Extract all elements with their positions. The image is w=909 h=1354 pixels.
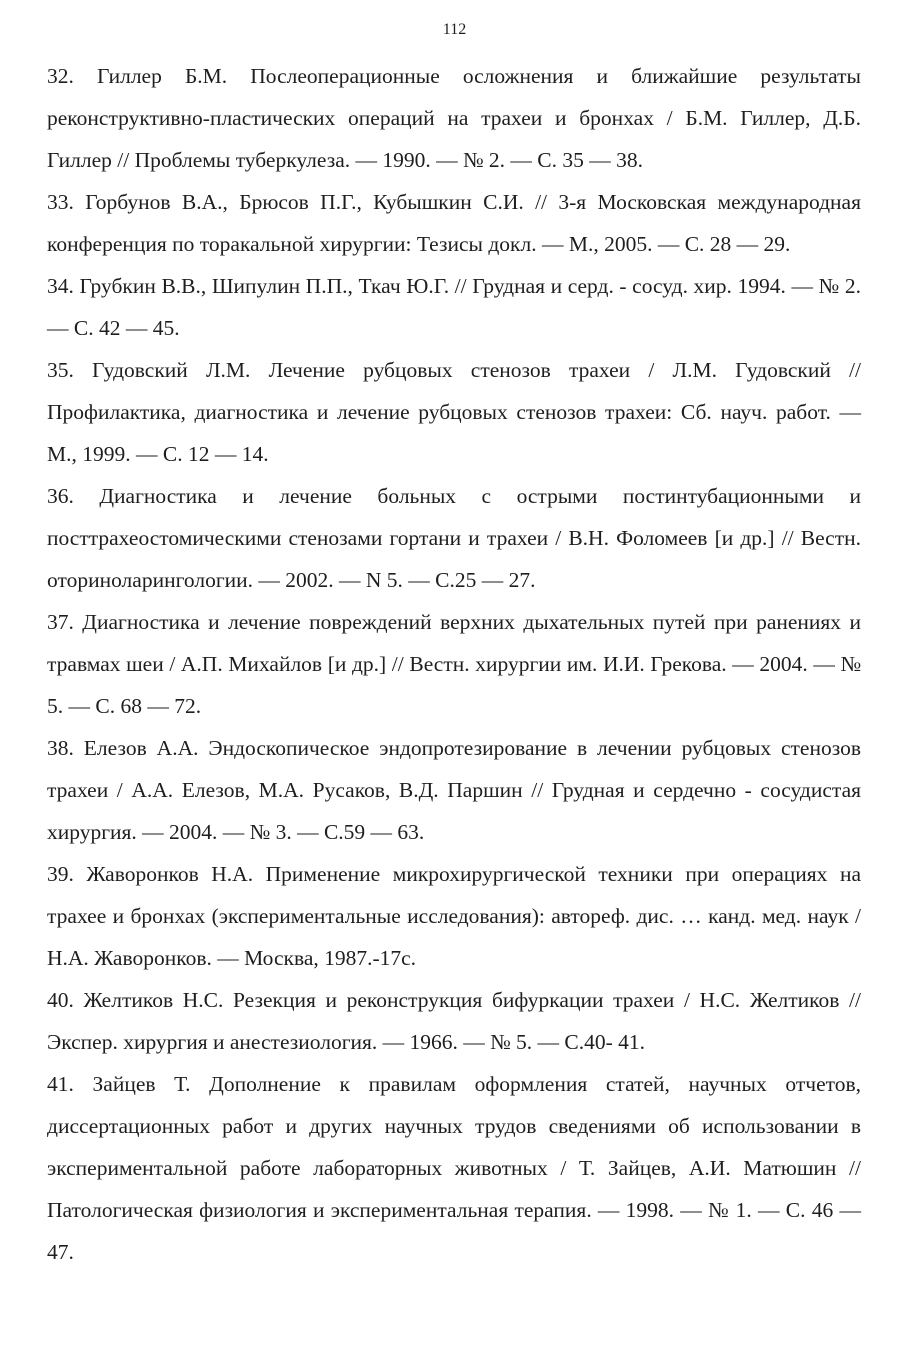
reference-item-35: 35. Гудовский Л.М. Лечение рубцовых стенозов трахеи / Л.М. Гудовский // Профилактика, диагностика и лечение рубцовых стенозов трахеи: Сб. науч. работ. — М., 1999. — С. 12 — 14. — [47, 358, 861, 466]
reference-item-40: 40. Желтиков Н.С. Резекция и реконструкция бифуркации трахеи / Н.С. Желтиков // Экспер. хирургия и анестезиология. — 1966. — № 5. — С.40- 41. — [47, 988, 861, 1054]
reference-item-41: 41. Зайцев Т. Дополнение к правилам оформления статей, научных отчетов, диссертационных работ и других научных трудов сведениями об использовании в экспериментальной работе лабораторных животных / Т. Зайцев, А.И. Матюшин // Патологическая физиология и экспериментальная терапия. — 1998. — № 1. — С. 46 — 47. — [47, 1072, 861, 1264]
reference-list — [47, 55, 861, 1273]
page-number: 112 — [442, 21, 467, 38]
reference-item-37: 37. Диагностика и лечение повреждений верхних дыхательных путей при ранениях и травмах шеи / А.П. Михайлов [и др.] // Вестн. хирургии им. И.И. Грекова. — 2004. — № 5. — С. 68 — 72. — [47, 610, 861, 718]
reference-item-33: 33. Горбунов В.А., Брюсов П.Г., Кубышкин С.И. // 3-я Московская международная конференция по торакальной хирургии: Тезисы докл. — М., 2005. — С. 28 — 29. — [47, 190, 861, 256]
reference-item-32: 32. Гиллер Б.М. Послеоперационные осложнения и ближайшие результаты реконструктивно-пластических операций на трахеи и бронхах / Б.М. Гиллер, Д.Б. Гиллер // Проблемы туберкулеза. — 1990. — № 2. — С. 35 — 38. — [47, 64, 861, 172]
reference-item-38: 38. Елезов А.А. Эндоскопическое эндопротезирование в лечении рубцовых стенозов трахеи / А.А. Елезов, М.А. Русаков, В.Д. Паршин // Грудная и сердечно - сосудистая хирургия. — 2004. — № 3. — С.59 — 63. — [47, 736, 861, 844]
reference-item-34: 34. Грубкин В.В., Шипулин П.П., Ткач Ю.Г. // Грудная и серд. - сосуд. хир. 1994. — № 2. — С. 42 — 45. — [47, 274, 861, 340]
reference-item-39: 39. Жаворонков Н.А. Применение микрохирургической техники при операциях на трахее и бронхах (экспериментальные исследования): автореф. дис. … канд. мед. наук / Н.А. Жаворонков. — Москва, 1987.-17с. — [47, 862, 861, 970]
reference-item-36: 36. Диагностика и лечение больных с острыми постинтубационными и посттрахеостомическими стенозами гортани и трахеи / В.Н. Фоломеев [и др.] // Вестн. оториноларингологии. — 2002. — N 5. — С.25 — 27. — [47, 484, 861, 592]
